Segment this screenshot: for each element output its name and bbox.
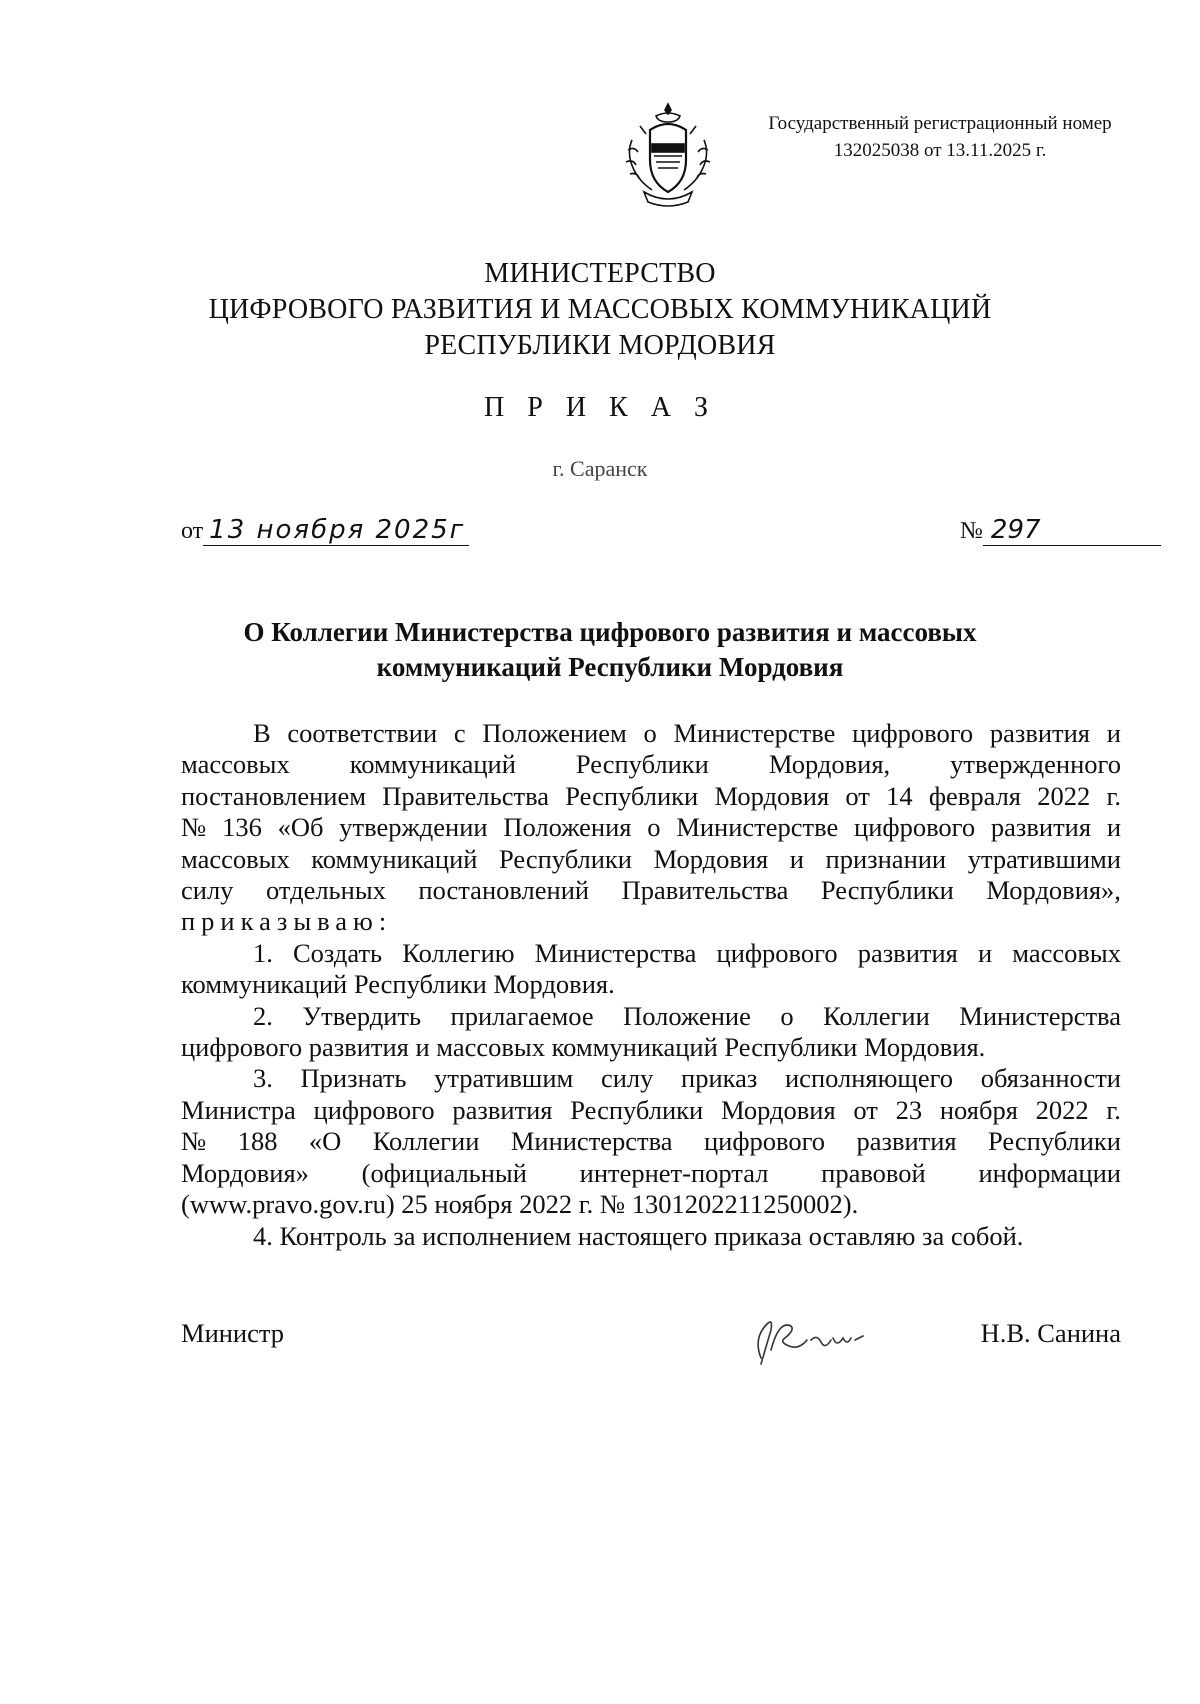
word: о [647, 812, 661, 843]
word: приказ [681, 1063, 758, 1094]
signer-title: Министр [181, 1318, 285, 1348]
body-line [181, 1095, 1121, 1126]
word: развития [857, 937, 958, 968]
word: Коллегию [402, 937, 515, 968]
registration-line-1: Государственный регистрационный номер [768, 113, 1112, 134]
word: постановлений [418, 875, 590, 906]
word: о [780, 1000, 794, 1031]
word: утратившим [434, 1063, 574, 1094]
word: силу [600, 1063, 654, 1094]
handwritten-signature [741, 1310, 871, 1370]
word: массовых [1012, 937, 1121, 968]
word: и [789, 843, 804, 874]
order-subject [160, 615, 1060, 685]
body-line [181, 1126, 1121, 1157]
subject-line-2: коммуникаций Республики Мордовия [376, 652, 844, 682]
number-prefix: № [960, 518, 983, 544]
word: о [643, 718, 657, 748]
body-line: (www.pravo.gov.ru) 25 ноября 2022 г. № 1301202211250002). [181, 1189, 859, 1220]
ministry-line-3: РЕСПУБЛИКИ МОРДОВИЯ [424, 330, 776, 361]
word: цифрового [716, 937, 838, 968]
body-line: приказываю: [181, 906, 393, 937]
word: Министерства [534, 937, 697, 968]
word: Министерстве [676, 812, 839, 843]
word: Правительства [382, 780, 550, 811]
word: Мордовия» [181, 1157, 309, 1188]
word: В [253, 718, 271, 748]
signature-block [181, 1310, 1121, 1370]
order-number [960, 515, 1161, 546]
order-date [181, 515, 469, 546]
word: Коллегии [823, 1000, 930, 1031]
word: Республики [499, 843, 632, 874]
body-line [181, 844, 1121, 875]
word: 1. [253, 937, 273, 968]
word: прилагаемое [450, 1000, 594, 1031]
date-handwritten: 13 ноября 2025г [203, 515, 469, 546]
word: отдельных [265, 875, 386, 906]
city: г. Саранск [552, 456, 648, 481]
word: 3. [253, 1063, 273, 1094]
word: и [1106, 718, 1121, 748]
word: г. [1106, 780, 1121, 811]
body-line: цифрового развития и массовых коммуникаций Республики Мордовия. [181, 1032, 986, 1063]
coat-of-arms-icon [618, 100, 718, 210]
body-line [181, 812, 1121, 843]
word: «О [308, 1126, 342, 1157]
word: 136 [222, 812, 262, 843]
word: коммуникаций [349, 749, 516, 780]
word: от [853, 1094, 878, 1125]
signer-name: Н.В. Санина [980, 1318, 1121, 1348]
body-line [181, 781, 1121, 812]
order-title: П Р И К А З [484, 392, 716, 423]
word: правовой [821, 1157, 926, 1188]
word: признании [825, 843, 947, 874]
word: Министра [181, 1094, 296, 1125]
word: и [977, 937, 993, 968]
word: Мордовия [720, 1094, 836, 1125]
word: исполняющего [785, 1063, 954, 1094]
word: Республики [820, 875, 954, 906]
word: Республики [575, 749, 709, 780]
registration-line-2: 132025038 от 13.11.2025 г. [833, 140, 1047, 161]
word: февраля [928, 780, 1021, 811]
word: развития [452, 1094, 553, 1125]
word: г. [1106, 1094, 1121, 1125]
word: развития [990, 812, 1092, 843]
word: Республики [565, 780, 699, 811]
word: Министерства [510, 1126, 673, 1157]
word: Правительства [621, 875, 789, 906]
word: постановлением [181, 780, 366, 811]
word: № [181, 812, 207, 843]
word: 188 [237, 1126, 278, 1157]
word: развития [989, 718, 1091, 748]
body-line [181, 1001, 1121, 1032]
word: цифрового [854, 812, 976, 843]
word: коммуникаций [311, 843, 478, 874]
word: Признать [300, 1063, 407, 1094]
word: 2. [253, 1000, 273, 1031]
word: 2022 [1035, 1094, 1089, 1125]
ministry-line-1: МИНИСТЕРСТВО [484, 258, 716, 289]
body-line [181, 749, 1121, 780]
ministry-header [100, 256, 1100, 364]
word: силу [181, 875, 234, 906]
body-line [181, 938, 1121, 969]
word: № [181, 1126, 207, 1157]
word: 2022 [1037, 780, 1091, 811]
word: и [1106, 812, 1121, 843]
word: Положения [503, 812, 632, 843]
word: Положение [623, 1000, 751, 1031]
word: Мордовия [714, 780, 830, 811]
word: развития [856, 1126, 957, 1157]
registration-number [740, 110, 1140, 164]
word: 23 [895, 1094, 923, 1125]
ministry-line-2: ЦИФРОВОГО РАЗВИТИЯ И МАССОВЫХ КОММУНИКАЦИЙ [208, 294, 992, 325]
word: цифрового [313, 1094, 435, 1125]
word: 14 [886, 780, 913, 811]
word: «Об [277, 812, 324, 843]
body-line [181, 1063, 1121, 1094]
word: Создать [292, 937, 383, 968]
word: с [453, 718, 466, 748]
word: массовых [181, 843, 290, 874]
word: утратившими [967, 843, 1121, 874]
word: Утвердить [302, 1000, 422, 1031]
word: цифрового [852, 718, 974, 748]
word: интернет-портал [579, 1157, 769, 1188]
word: Республики [570, 1094, 704, 1125]
body-line: 4. Контроль за исполнением настоящего приказа оставляю за собой. [253, 1220, 1024, 1251]
word: Республики [988, 1126, 1121, 1157]
word: Мордовия [653, 843, 769, 874]
word: от [845, 780, 870, 811]
word: информации [978, 1157, 1121, 1188]
word: ноября [939, 1094, 1018, 1125]
body-line: коммуникаций Республики Мордовия. [181, 969, 615, 1000]
date-prefix: от [181, 518, 204, 544]
body-line [181, 875, 1121, 906]
word: (официальный [361, 1157, 527, 1188]
word: Коллегии [372, 1126, 480, 1157]
word: Положением [482, 718, 627, 748]
word: утвержденного [950, 749, 1121, 780]
word: Мордовия», [986, 875, 1121, 906]
body-line [181, 1158, 1121, 1189]
word: цифрового [703, 1126, 826, 1157]
word: массовых [181, 749, 290, 780]
word: соответствии [287, 718, 438, 748]
word: Мордовия, [768, 749, 891, 780]
word: Министерства [959, 1000, 1121, 1031]
number-handwritten: 297 [983, 515, 1161, 546]
subject-line-1: О Коллегии Министерства цифрового развития и массовых [243, 617, 977, 647]
word: утверждении [339, 812, 488, 843]
body-line [181, 718, 1121, 749]
word: обязанности [980, 1063, 1121, 1094]
word: Министерстве [673, 718, 836, 748]
order-body [181, 718, 1121, 1252]
